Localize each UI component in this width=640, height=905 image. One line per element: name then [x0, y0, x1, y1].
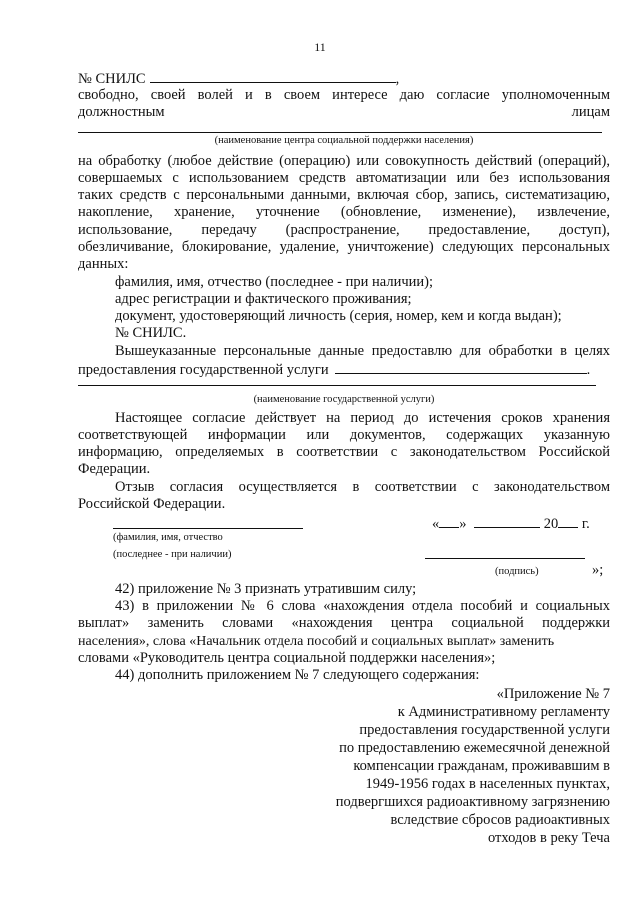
- amendment-44: 44) дополнить приложением № 7 следующего содержания:: [115, 667, 480, 683]
- appendix-line: подвергшихся радиоактивному загрязнению: [335, 794, 610, 810]
- page-number: 11: [314, 40, 326, 54]
- snils-blank: [150, 69, 396, 83]
- amendment-43-line: выплат» заменить словами «нахождения центра социальной поддержки: [78, 615, 610, 631]
- service-blank: [335, 360, 587, 374]
- validity-line: Настоящее согласие действует на период до истечения сроков хранения: [115, 410, 610, 426]
- appendix-line: «Приложение № 7: [496, 686, 610, 702]
- consent-line-2-left: должностным: [78, 104, 165, 120]
- processing-line: совершаемых с использованием средств автоматизации или без использования: [78, 170, 610, 186]
- validity-line: соответствующей информации или документов, содержащих указанную: [78, 427, 610, 443]
- amendment-43-line: 43) в приложении № 6 слова «нахождения отдела пособий и социальных: [115, 598, 610, 614]
- fio-caption-1: (фамилия, имя, отчество: [113, 532, 223, 543]
- processing-line: использование, передачу (распространение, предоставление, доступ),: [78, 222, 610, 238]
- processing-line-last: данных:: [78, 256, 129, 272]
- validity-line-last: Федерации.: [78, 461, 151, 477]
- purpose-text: предоставления государственной услуги: [78, 362, 329, 378]
- purpose-end: .: [586, 362, 591, 378]
- snils-prefix: № СНИЛС: [78, 71, 146, 87]
- data-item: фамилия, имя, отчество (последнее - при наличии);: [115, 274, 434, 290]
- validity-line: информацию, определяемых в соответствии с законодательством Российской: [78, 444, 610, 460]
- center-name-rule: [78, 132, 602, 133]
- fio-rule: [113, 528, 303, 529]
- data-item: № СНИЛС.: [115, 325, 187, 341]
- consent-line-2: [78, 104, 610, 121]
- appendix-line: по предоставлению ежемесячной денежной: [339, 740, 610, 756]
- appendix-line: к Административному регламенту: [397, 704, 610, 720]
- processing-line: обезличивание, блокирование, удаление, уничтожение) следующих персональных: [78, 239, 610, 255]
- purpose-line-2: [78, 360, 610, 379]
- center-name-caption: (наименование центра социальной поддержки населения): [214, 135, 474, 146]
- amendment-43-line: населения», слова «Начальник отдела пособий и социальных выплат» заменить: [78, 634, 555, 649]
- appendix-line: вследствие сбросов радиоактивных: [390, 812, 610, 828]
- data-item: документ, удостоверяющий личность (серия, номер, кем и когда выдан);: [115, 308, 562, 324]
- consent-line-1: свободно, своей волей и в своем интересе даю согласие уполномоченным: [78, 87, 610, 103]
- date-line: « » 20 г.: [432, 516, 590, 532]
- amendment-42: 42) приложение № 3 признать утратившим силу;: [115, 581, 417, 597]
- snils-line: [78, 69, 610, 88]
- processing-line: на обработку (любое действие (операцию) или совокупность действий (операций),: [78, 153, 610, 169]
- processing-line: таких средств с персональными данными, включая сбор, запись, систематизацию,: [78, 187, 610, 203]
- appendix-line: компенсации гражданам, проживавшим в: [353, 758, 610, 774]
- service-name-rule: [78, 385, 596, 386]
- data-item: адрес регистрации и фактического проживания;: [115, 291, 412, 307]
- signature-caption: (подпись): [495, 566, 539, 577]
- revoke-line-2: Российской Федерации.: [78, 496, 226, 512]
- revoke-line-1: Отзыв согласия осуществляется в соответствии с законодательством: [115, 479, 610, 495]
- processing-line: накопление, хранение, уточнение (обновление, изменение), извлечение,: [78, 204, 610, 220]
- appendix-line: 1949-1956 годах в населенных пунктах,: [365, 776, 610, 792]
- signature-rule: [425, 558, 585, 559]
- signature-end: »;: [592, 562, 604, 578]
- purpose-line-1: Вышеуказанные персональные данные предоставлю для обработки в целях: [115, 343, 610, 359]
- appendix-line: отходов в реку Теча: [487, 830, 610, 846]
- appendix-line: предоставления государственной услуги: [359, 722, 610, 738]
- fio-caption-2: (последнее - при наличии): [113, 549, 232, 560]
- amendment-43-end: словами «Руководитель центра социальной поддержки населения»;: [78, 650, 496, 666]
- consent-line-2-right: лицам: [571, 104, 610, 120]
- snils-suffix: ,: [395, 71, 400, 87]
- service-name-caption: (наименование государственной услуги): [253, 394, 435, 405]
